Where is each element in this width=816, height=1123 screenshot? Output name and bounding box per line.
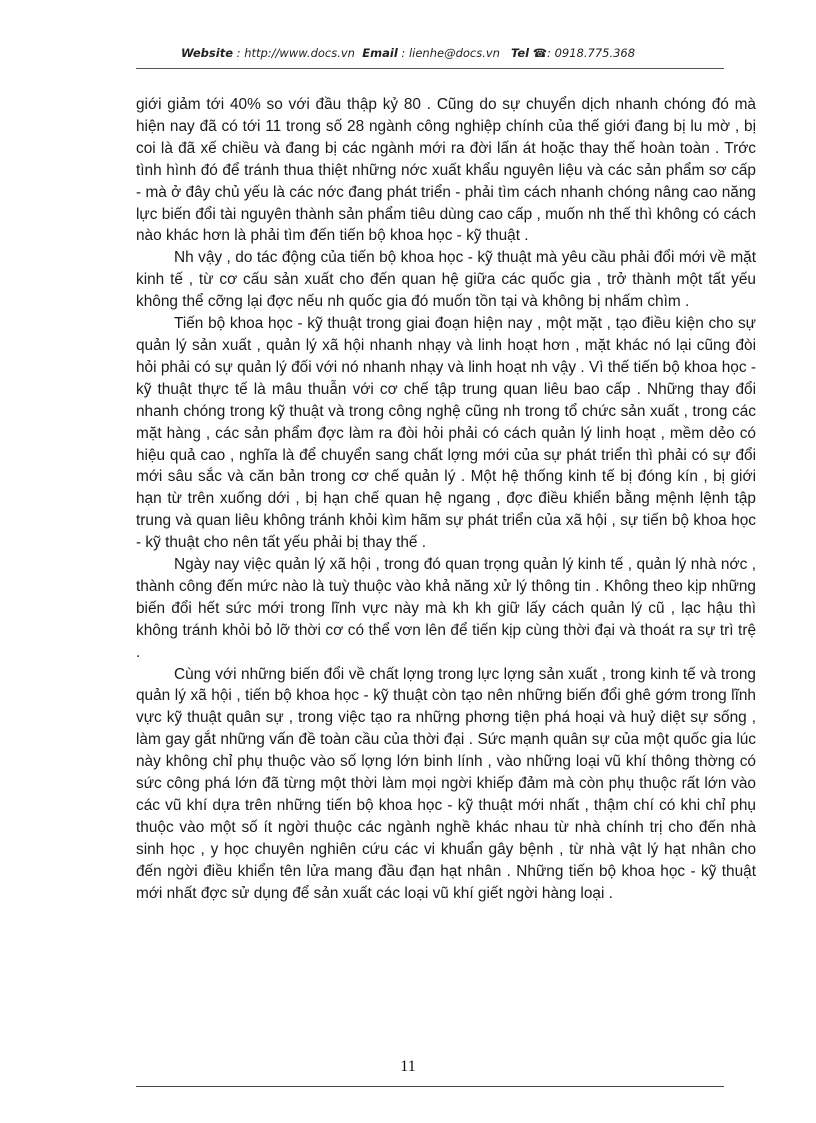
- paragraph-continued: giới giảm tới 40% so với đầu thập kỷ 80 . Cũng do sự chuyển dịch nhanh chóng đó mà hiện nay đã có tới 11 trong số 28 ngành công nghiệp chính của thế giới đang bị lu mờ , bị coi là đã xế chiều và đang bị các ngành mới ra đời lấn át hoặc thay thế hoàn toàn . Trớc tình hình đó để tránh thua thiệt những nớc xuất khẩu nguyên liệu và các sản phẩm sơ cấp - mà ở đây chủ yếu là các nớc đang phát triển - phải tìm cách nhanh chóng nâng cao năng lực biến đổi tài nguyên thành sản phẩm tiêu dùng cao cấp , muốn nh thế thì không có cách nào khác hơn là phải tìm đến tiến bộ khoa học - kỹ thuật .: [136, 96, 756, 245]
- email-value: : lienhe@docs.vn: [401, 46, 500, 60]
- document-body: [136, 94, 756, 905]
- header-divider: [136, 68, 724, 69]
- paragraph: Cùng với những biến đổi về chất lợng trong lực lợng sản xuất , trong kinh tế và trong quản lý xã hội , tiến bộ khoa học - kỹ thuật còn tạo nên những biến đổi ghê gớm trong lĩnh vực kỹ thuật quân sự , trong việc tạo ra những phơng tiện phá hoại và huỷ diệt sự sống , làm gay gắt những vấn đề toàn cầu của thời đại . Sức mạnh quân sự của một quốc gia lúc này không chỉ phụ thuộc vào số lợng lớn binh lính , vào những loại vũ khí thông thờng có sức công phá lớn đã từng một thời làm mọi ngời khiếp đảm mà còn phụ thuộc rất lớn vào các vũ khí dựa trên những tiến bộ khoa học - kỹ thuật mới nhất , thậm chí có khi chỉ phụ thuộc vào một số ít ngời thuộc các ngành nghề khác nhau từ nhà chính trị cho đến nhà sinh học , y học chuyên nghiên cứu các vi khuẩn gây bệnh , từ nhà vật lý hạt nhân cho đến ngời điều khiển tên lửa mang đầu đạn hạt nhân . Những tiến bộ khoa học - kỹ thuật mới nhất đợc sử dụng để sản xuất các loại vũ khí giết ngời hàng loại .: [136, 665, 756, 902]
- paragraph: Nh vậy , do tác động của tiến bộ khoa học - kỹ thuật mà yêu cầu phải đổi mới về mặt kinh tế , từ cơ cấu sản xuất cho đến quan hệ giữa các quốc gia , trở thành một tất yếu không thể cỡng lại đợc nếu nh quốc gia đó muốn tồn tại và không bị nhấm chìm .: [136, 249, 756, 311]
- website-label: Website: [180, 46, 234, 60]
- page-header: [0, 46, 816, 66]
- paragraph: Tiến bộ khoa học - kỹ thuật trong giai đoạn hiện nay , một mặt , tạo điều kiện cho sự quản lý sản xuất , quản lý xã hội nhanh nhạy và linh hoạt hơn , mặt khác nó lại cũng đòi hỏi phải có sự quản lý đối với nó nhanh nhạy và linh hoạt nh vậy . Vì thế tiến bộ khoa học - kỹ thuật thực tế là mâu thuẫn với cơ chế tập trung quan liêu bao cấp . Những thay đổi nhanh chóng trong kỹ thuật và trong công nghệ cũng nh trong tổ chức sản xuất , trong các mặt hàng , các sản phẩm đợc làm ra đòi hỏi phải có cách quản lý linh hoạt , mềm dẻo có hiệu quả cao , nghĩa là để chuyển sang chất lợng mới của sự phát triển thì phải có sự đổi mới sâu sắc và căn bản trong cơ chế quản lý . Một hệ thống kinh tế bị đóng kín , bị giới hạn từ trên xuống dới , bị hạn chế quan hệ ngang , đợc điều khiển bằng mệnh lệnh tập trung và quan liêu không tránh khỏi kìm hãm sự phát triển của xã hội , sự tiến bộ khoa học - kỹ thuật cho nên tất yếu phải bị thay thế .: [136, 315, 756, 552]
- paragraph: Ngày nay việc quản lý xã hội , trong đó quan trọng quản lý kinh tế , quản lý nhà nớc , thành công đến mức nào là tuỳ thuộc vào khả năng xử lý thông tin . Không theo kịp những biến đổi hết sức mới trong lĩnh vực này mà kh kh giữ lấy cách quản lý cũ , lạc hậu thì không tránh khỏi bỏ lỡ thời cơ có thể vơn lên để tiến kịp cùng thời đại và thoát ra sự trì trệ .: [136, 556, 756, 661]
- phone-icon: ☎: [532, 46, 548, 60]
- tel-label: Tel: [510, 46, 530, 60]
- page-number: 11: [400, 1058, 416, 1075]
- email-label: Email: [362, 46, 398, 60]
- tel-value: : 0918.775.368: [547, 46, 636, 60]
- website-value: : http://www.docs.vn: [236, 46, 355, 60]
- footer-divider: [136, 1086, 724, 1087]
